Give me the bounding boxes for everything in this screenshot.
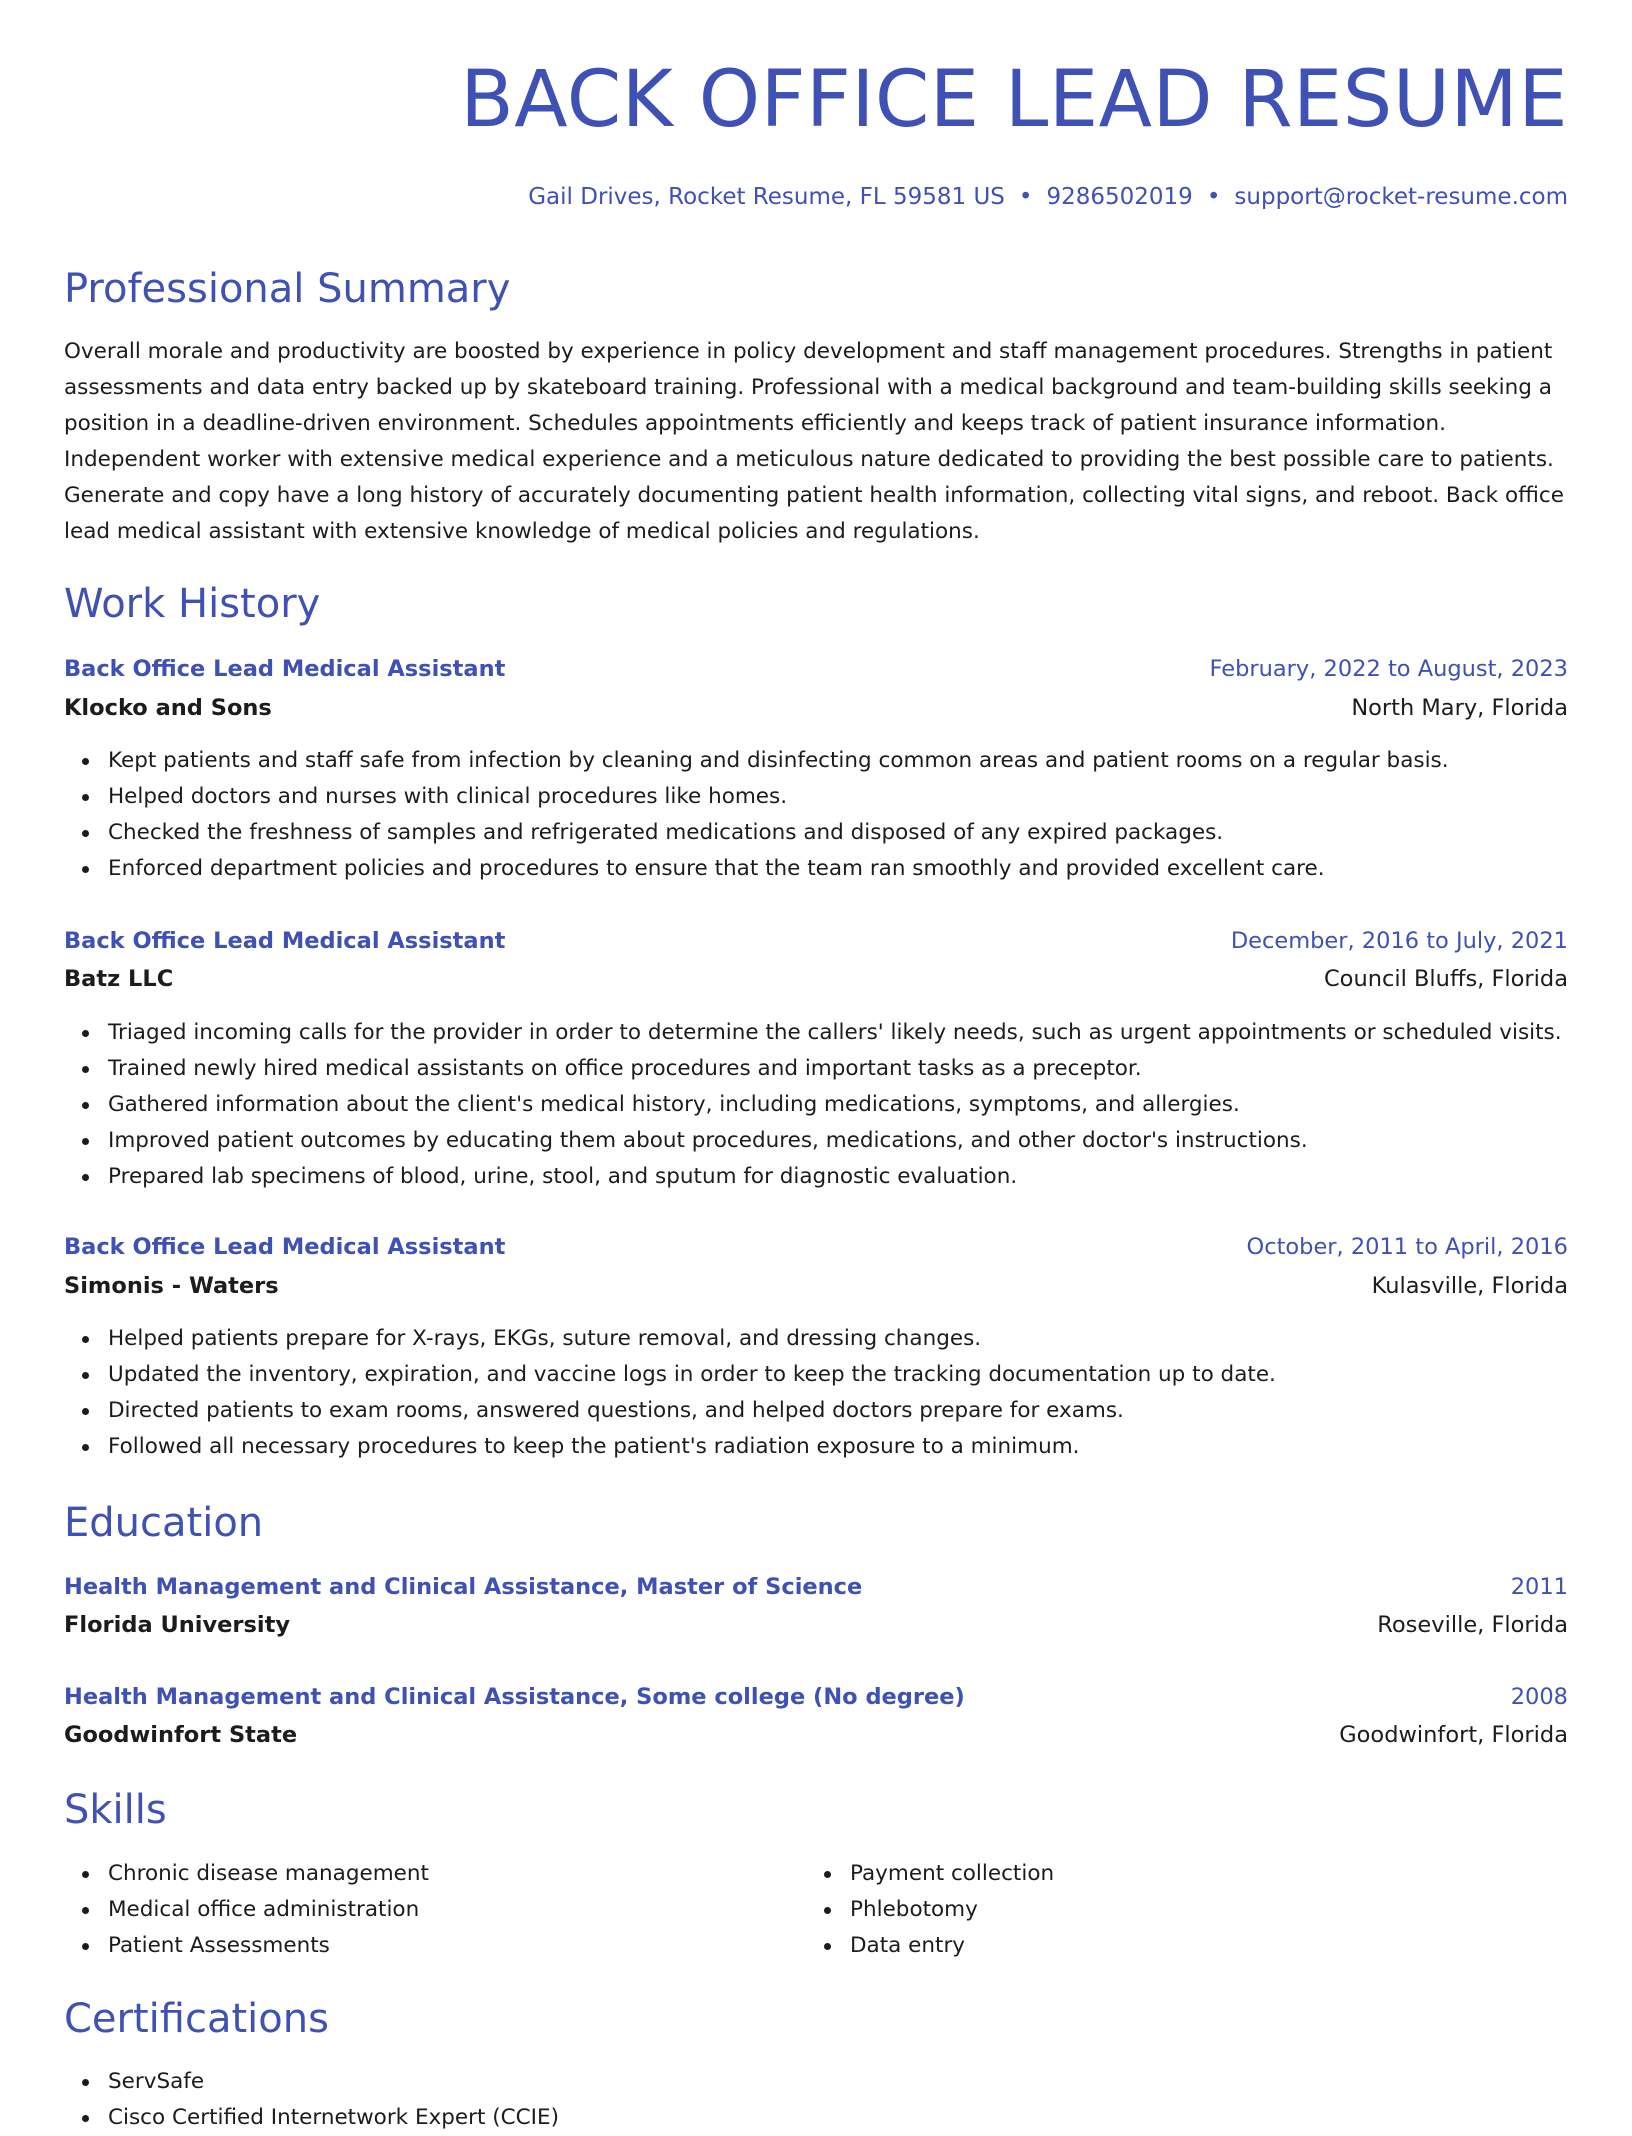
job-location: Kulasville, Florida [1371,1273,1568,1299]
job-company: Batz LLC [64,966,174,992]
list-item: Updated the inventory, expiration, and vaccine logs in order to keep the tracking documentation up to date. [64,1357,1276,1393]
summary-text: Overall morale and productivity are boosted by experience in policy development and staff management procedures. Strengths in patient assessments and data entry backed up by skateboard training. Professional with a medical background and team-building skills seeking a position in a deadline-driven environment. Schedules appointments efficiently and keeps track of patient insurance information. Independent worker with extensive medical experience and a meticulous nature dedicated to providing the best possible care to patients. Generate and copy have a long history of accurately documenting patient health information, collecting vital signs, and reboot. Back office lead medical assistant with extensive knowledge of medical policies and regulations. [64,339,1564,544]
job-company: Klocko and Sons [64,695,272,721]
contact-separator: • [1018,184,1033,210]
list-item: Improved patient outcomes by educating them about procedures, medications, and other doctor's instructions. [64,1123,1562,1159]
list-item: Followed all necessary procedures to keep the patient's radiation exposure to a minimum. [64,1429,1276,1465]
list-item: Helped doctors and nurses with clinical procedures like homes. [64,779,1449,815]
skill-item: Patient Assessments [64,1928,429,1964]
work-history-heading: Work History [64,581,321,627]
summary-heading: Professional Summary [64,266,511,312]
contact-email[interactable]: support@rocket-resume.com [1234,184,1568,210]
education-year: 2008 [1510,1684,1568,1710]
job-header [64,1229,1568,1265]
job-location: North Mary, Florida [1351,695,1568,721]
job-title: Back Office Lead Medical Assistant [64,1234,506,1260]
education-header [64,1569,1568,1605]
list-item: Trained newly hired medical assistants on office procedures and important tasks as a preceptor. [64,1051,1562,1087]
education-header [64,1679,1568,1715]
list-item: Kept patients and staff safe from infection by cleaning and disinfecting common areas and patient rooms on a regular basis. [64,743,1449,779]
job-employer-row [64,961,1568,997]
skill-item: Phlebotomy [806,1892,1054,1928]
education-location: Roseville, Florida [1377,1612,1568,1638]
list-item: Triaged incoming calls for the provider in order to determine the callers' likely needs, such as urgent appointments or scheduled visits. [64,1015,1562,1051]
job-dates: February, 2022 to August, 2023 [1209,656,1568,682]
job-header [64,651,1568,687]
skill-item: Data entry [806,1928,1054,1964]
education-location: Goodwinfort, Florida [1339,1722,1568,1748]
list-item: Prepared lab specimens of blood, urine, stool, and sputum for diagnostic evaluation. [64,1159,1562,1195]
list-item: Helped patients prepare for X-rays, EKGs, suture removal, and dressing changes. [64,1321,1276,1357]
list-item: Enforced department policies and procedures to ensure that the team ran smoothly and provided excellent care. [64,851,1449,887]
education-school-row [64,1717,1568,1753]
certifications-heading: Certifications [64,1996,329,2042]
job-bullets [64,1015,1562,1195]
job-bullets [64,1321,1276,1465]
education-school: Florida University [64,1612,291,1638]
list-item: Gathered information about the client's medical history, including medications, symptoms, and allergies. [64,1087,1562,1123]
job-dates: October, 2011 to April, 2016 [1246,1234,1568,1260]
education-year: 2011 [1510,1574,1568,1600]
job-employer-row [64,690,1568,726]
contact-line [528,180,1568,214]
job-header [64,923,1568,959]
skills-list-left [64,1856,429,1964]
education-school-row [64,1607,1568,1643]
job-employer-row [64,1268,1568,1304]
contact-phone: 9286502019 [1046,184,1193,210]
job-company: Simonis - Waters [64,1273,279,1299]
education-degree: Health Management and Clinical Assistance, Some college (No degree) [64,1684,965,1710]
skills-list-right [806,1856,1054,1964]
list-item: Checked the freshness of samples and refrigerated medications and disposed of any expired packages. [64,815,1449,851]
certifications-list [64,2064,559,2136]
job-dates: December, 2016 to July, 2021 [1230,928,1568,954]
contact-separator: • [1206,184,1221,210]
resume-page [64,0,1568,2130]
education-heading: Education [64,1500,264,1546]
list-item: Directed patients to exam rooms, answered questions, and helped doctors prepare for exams. [64,1393,1276,1429]
job-title: Back Office Lead Medical Assistant [64,928,506,954]
skills-heading: Skills [64,1787,167,1833]
certification-item: Cisco Certified Internetwork Expert (CCIE) [64,2100,559,2136]
contact-address: Gail Drives, Rocket Resume, FL 59581 US [528,184,1005,210]
job-bullets [64,743,1449,887]
skill-item: Medical office administration [64,1892,429,1928]
certification-item: ServSafe [64,2064,559,2100]
resume-title: BACK OFFICE LEAD RESUME [460,55,1568,145]
skill-item: Chronic disease management [64,1856,429,1892]
education-degree: Health Management and Clinical Assistance, Master of Science [64,1574,863,1600]
job-title: Back Office Lead Medical Assistant [64,656,506,682]
job-location: Council Bluffs, Florida [1323,966,1568,992]
skill-item: Payment collection [806,1856,1054,1892]
education-school: Goodwinfort State [64,1722,298,1748]
